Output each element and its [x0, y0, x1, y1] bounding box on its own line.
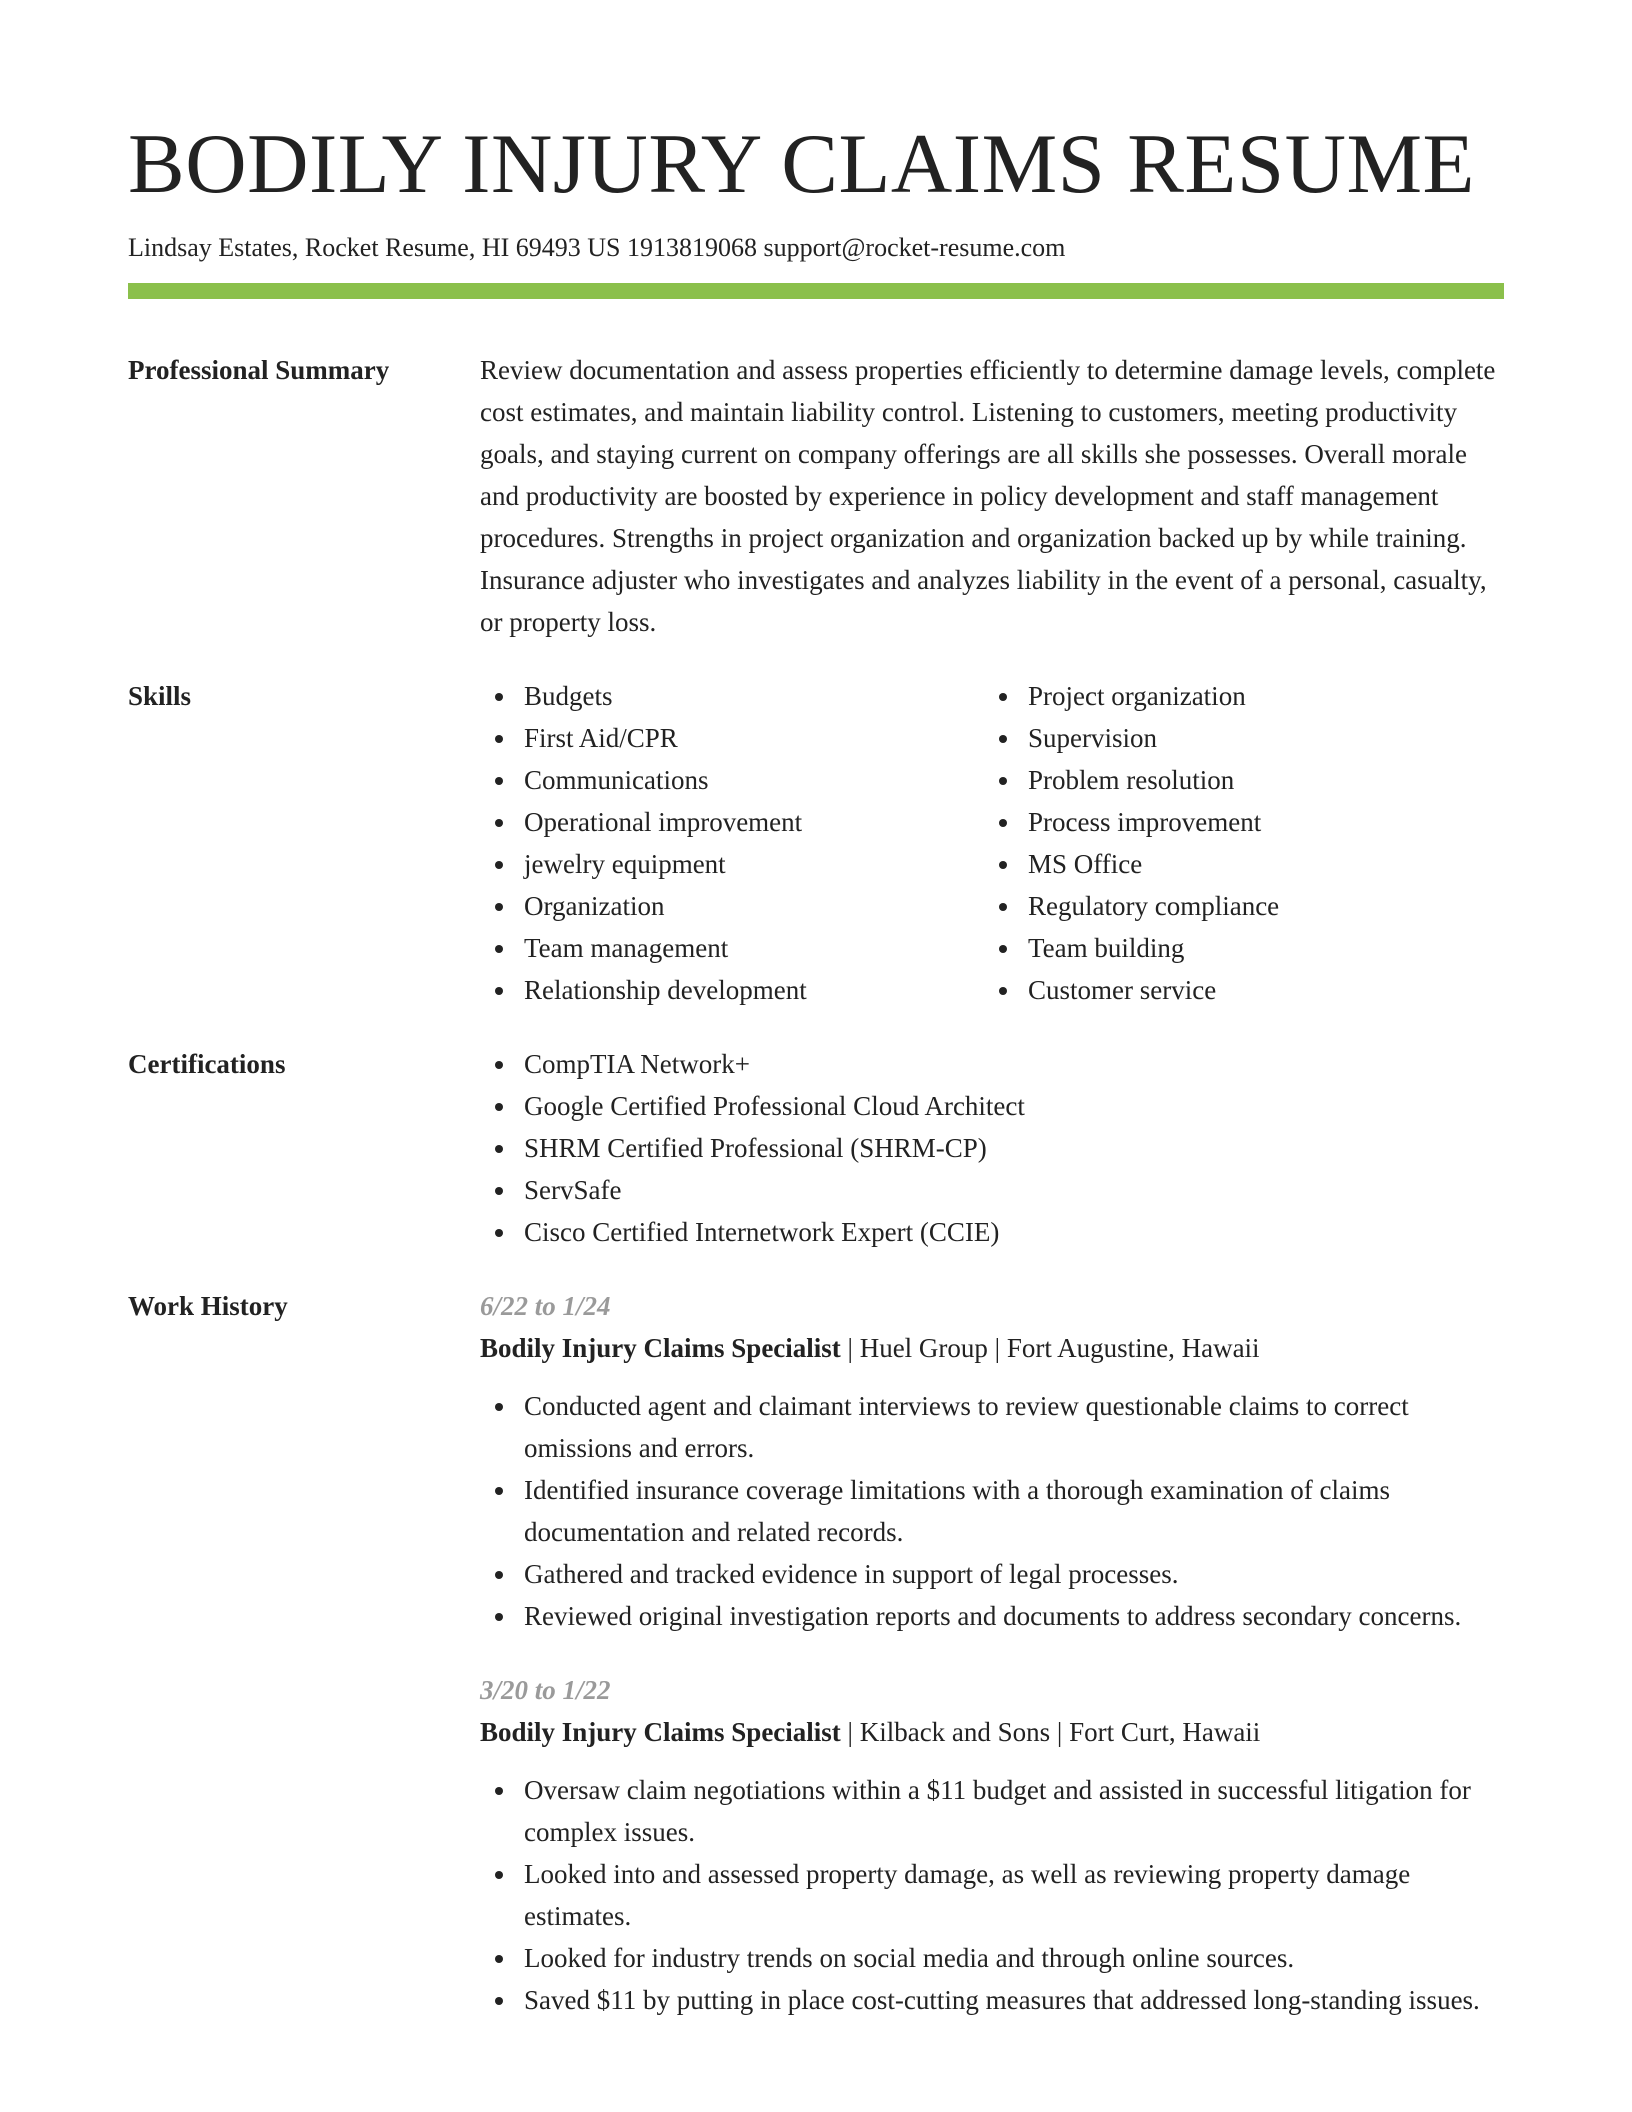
job-heading: [480, 1327, 1504, 1369]
certification-item: SHRM Certified Professional (SHRM-CP): [480, 1127, 1504, 1169]
job-entry: [480, 1669, 1504, 2021]
job-duty: Gathered and tracked evidence in support of legal processes.: [480, 1553, 1504, 1595]
certification-item: Google Certified Professional Cloud Architect: [480, 1085, 1504, 1127]
professional-summary-section: [128, 349, 1504, 643]
job-duties-list: [480, 1769, 1504, 2021]
job-details: | Kilback and Sons | Fort Curt, Hawaii: [840, 1716, 1261, 1747]
job-duty: Looked into and assessed property damage, as well as reviewing property damage estimates.: [480, 1853, 1504, 1937]
skill-item: jewelry equipment: [480, 843, 984, 885]
work-history-section: [128, 1285, 1504, 2021]
skill-item: Regulatory compliance: [984, 885, 1488, 927]
skill-item: Supervision: [984, 717, 1488, 759]
skills-grid: [480, 675, 1504, 1011]
skill-item: Process improvement: [984, 801, 1488, 843]
accent-divider: [128, 283, 1504, 299]
job-duty: Conducted agent and claimant interviews to review questionable claims to correct omissions and errors.: [480, 1385, 1504, 1469]
resume-title: BODILY INJURY CLAIMS RESUME: [128, 117, 1475, 211]
job-duty: Identified insurance coverage limitations with a thorough examination of claims documentation and related records.: [480, 1469, 1504, 1553]
skill-item: Customer service: [984, 969, 1488, 1011]
certifications-section: [128, 1043, 1504, 1253]
job-dates: 3/20 to 1/22: [480, 1674, 611, 1705]
skill-item: First Aid/CPR: [480, 717, 984, 759]
job-title: Bodily Injury Claims Specialist: [480, 1716, 841, 1747]
certification-item: Cisco Certified Internetwork Expert (CCIE): [480, 1211, 1504, 1253]
section-label: Professional Summary: [128, 354, 390, 385]
skill-item: Organization: [480, 885, 984, 927]
skill-item: Operational improvement: [480, 801, 984, 843]
skill-item: Communications: [480, 759, 984, 801]
skill-item: Project organization: [984, 675, 1488, 717]
skill-item: MS Office: [984, 843, 1488, 885]
job-duty: Saved $11 by putting in place cost-cutting measures that addressed long-standing issues.: [480, 1979, 1504, 2021]
certification-item: CompTIA Network+: [480, 1043, 1504, 1085]
section-label: Skills: [128, 680, 192, 711]
certification-item: ServSafe: [480, 1169, 1504, 1211]
job-duties-list: [480, 1385, 1504, 1637]
job-entry: [480, 1285, 1504, 1637]
job-heading: [480, 1711, 1504, 1753]
job-title: Bodily Injury Claims Specialist: [480, 1332, 841, 1363]
skill-item: Team management: [480, 927, 984, 969]
certifications-body: [480, 1043, 1504, 1253]
skill-item: Relationship development: [480, 969, 984, 1011]
job-dates: 6/22 to 1/24: [480, 1290, 611, 1321]
work-history-body: [480, 1285, 1504, 2021]
section-label: Work History: [128, 1290, 288, 1321]
section-label: Certifications: [128, 1048, 286, 1079]
skills-list-right: [984, 675, 1488, 1011]
skill-item: Budgets: [480, 675, 984, 717]
certifications-list: [480, 1043, 1504, 1253]
skill-item: Team building: [984, 927, 1488, 969]
skills-section: [128, 675, 1504, 1011]
skill-item: Problem resolution: [984, 759, 1488, 801]
contact-line: Lindsay Estates, Rocket Resume, HI 69493 US 1913819068 support@rocket-resume.com: [128, 232, 1066, 262]
job-details: | Huel Group | Fort Augustine, Hawaii: [840, 1332, 1260, 1363]
skills-list-left: [480, 675, 984, 1011]
summary-text: Review documentation and assess properties efficiently to determine damage levels, complete cost estimates, and maintain liability control. Listening to customers, meeting productivity goals, and staying current on company offerings are all skills she possesses. Overall morale and productivity are boosted by experience in policy development and staff management procedures. Strengths in project organization and organization backed up by while training. Insurance adjuster who investigates and analyzes liability in the event of a personal, casualty, or property loss.: [480, 354, 1496, 637]
job-duty: Reviewed original investigation reports and documents to address secondary concerns.: [480, 1595, 1504, 1637]
job-duty: Oversaw claim negotiations within a $11 budget and assisted in successful litigation for complex issues.: [480, 1769, 1504, 1853]
job-duty: Looked for industry trends on social media and through online sources.: [480, 1937, 1504, 1979]
